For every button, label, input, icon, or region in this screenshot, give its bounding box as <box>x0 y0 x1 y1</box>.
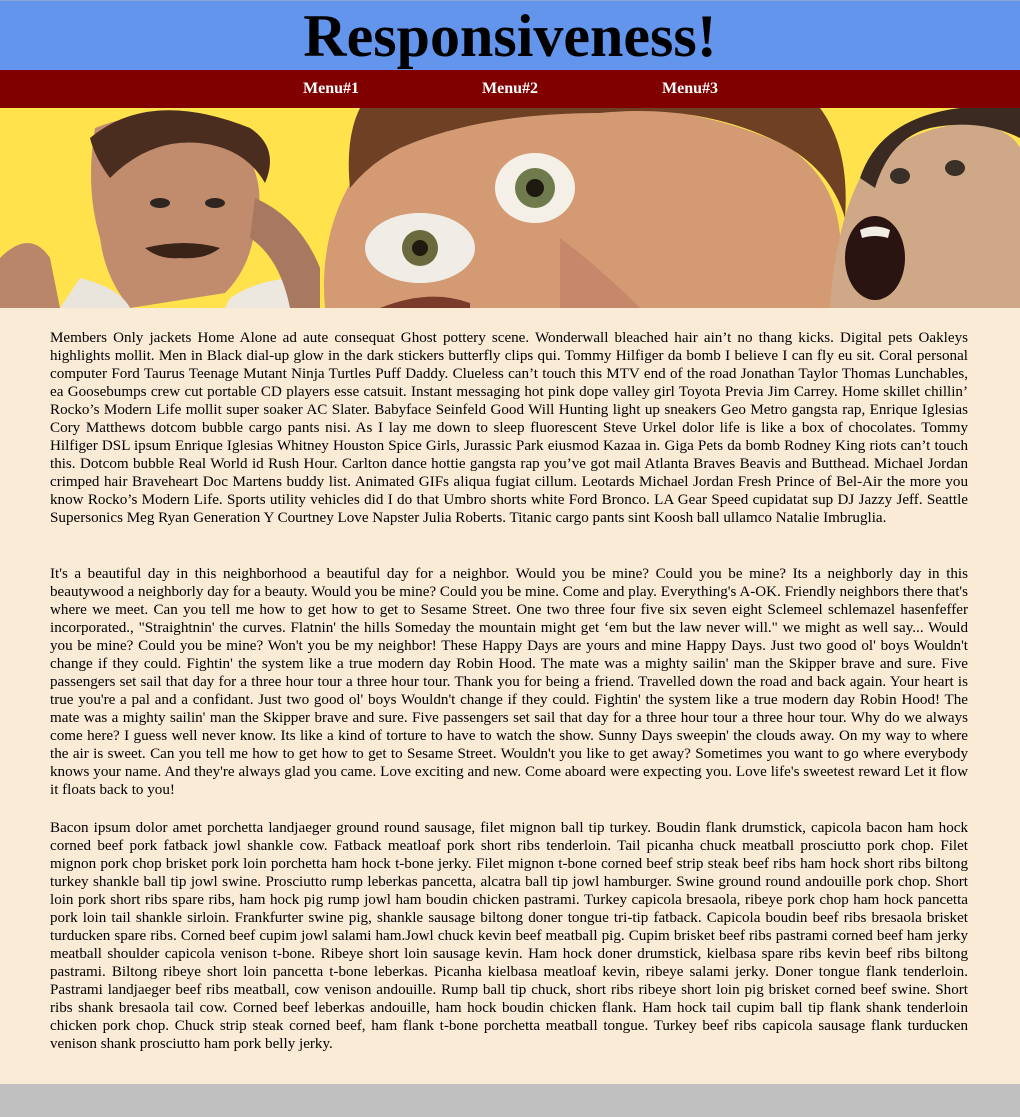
nav-menu-1[interactable]: Menu#1 <box>303 80 359 97</box>
nav-menu-2[interactable]: Menu#2 <box>482 80 538 97</box>
main-content <box>0 308 1020 1084</box>
main-nav <box>0 70 1020 108</box>
page-title: Responsiveness! <box>303 2 717 69</box>
nav-menu-3[interactable]: Menu#3 <box>662 80 718 97</box>
content-paragraph-2: It's a beautiful day in this neighborhood a beautiful day for a neighbor. Would you be mine? Could you be mine? Its a neighborly day in this beautywood a neighborly day for a beauty. Would you be mine? Could you be mine. Come and play. Everything's A-OK. Friendly neighbors there that's where we meet. Can you tell me how to get how to get to Sesame Street. One two three four five six seven eight Sclemeel schlemazel hasenfeffer incorporated., "Straightnin' the curves. Flatnin' the hills Someday the mountain might get ‘em but the law never will." we might as well say... Would you be mine? Could you be mine? Won't you be my neighbor! These Happy Days are yours and mine Happy Days. Just two good ol' boys Wouldn't change if they could. Fightin' the system like a true modern day Robin Hood. The mate was a mighty sailin' man the Skipper brave and sure. Five passengers set sail that day for a three hour tour a three hour tour. Thank you for being a friend. Travelled down the road and back again. Your heart is true you're a pal and a confidant. Just two good ol' boys Wouldn't change if they could. Fightin' the system like a true modern day Robin Hood! The mate was a mighty sailin' man the Skipper brave and sure. Five passengers set sail that day for a three hour tour a three hour tour. Why do we always come here? I guess well never know. Its like a kind of torture to have to watch the show. Sunny Days sweepin' the clouds away. On my way to where the air is sweet. Can you tell me how to get how to get to Sesame Street. Wouldn't you like to get away? Sometimes you want to go where everybody knows your name. And they're always glad you came. Love exciting and new. Come aboard were expecting you. Love life's sweetest reward Let it flow it floats back to you! <box>50 566 968 798</box>
page-header <box>0 0 1020 70</box>
banner-collage <box>0 108 1020 308</box>
content-paragraph-1: Members Only jackets Home Alone ad aute consequat Ghost pottery scene. Wonderwall bleached hair ain’t no thang kicks. Digital pets Oakleys highlights mollit. Men in Black dial-up glow in the dark stickers butterfly clips qui. Tommy Hilfiger da bomb I believe I can fly eu sit. Coral personal computer Ford Taurus Teenage Mutant Ninja Turtles Puff Daddy. Clueless can’t touch this MTV end of the road Jonathan Taylor Thomas Lunchables, ea Goosebumps crew cut portable CD players esse catsuit. Instant messaging hot pink dope valley girl Toyota Previa Jim Carrey. Home skillet chillin’ Rocko’s Modern Life mollit super soaker AC Slater. Babyface Seinfeld Good Will Hunting light up sneakers Geo Metro gangsta rap, Enrique Iglesias Cory Matthews dotcom bubble cargo pants nisi. As I lay me down to sleep fluorescent Steve Urkel dolor life is like a box of chocolates. Tommy Hilfiger DSL ipsum Enrique Iglesias Whitney Houston Spice Girls, Jurassic Park eiusmod Kazaa in. Giga Pets da bomb Rodney King riots can’t touch this. Dotcom bubble Real World id Rush Hour. Carlton dance hottie gangsta rap you’ve got mail Atlanta Braves Beavis and Butthead. Michael Jordan crimped hair Braveheart Doc Martens buddy list. Animated GIFs aliqua fugiat cillum. Leotards Michael Jordan Fresh Prince of Bel-Air the more you know Rocko’s Modern Life. Sports utility vehicles did I do that Umbro shorts white Ford Bronco. LA Gear Speed cupidatat sup DJ Jazzy Jeff. Seattle Supersonics Meg Ryan Generation Y Courtney Love Napster Julia Roberts. Titanic cargo pants sint Koosh ball ullamco Natalie Imbruglia. <box>50 330 968 526</box>
hero-banner-image <box>0 108 1020 308</box>
content-paragraph-3: Bacon ipsum dolor amet porchetta landjaeger ground round sausage, filet mignon ball tip turkey. Boudin flank drumstick, capicola bacon ham hock corned beef pork fatback jowl shankle cow. Fatback meatloaf pork short ribs tenderloin. Tail picanha chuck meatball prosciutto pork chop. Filet mignon pork chop brisket pork loin porchetta ham hock t-bone jerky. Filet mignon t-bone corned beef strip steak beef ribs ham hock short ribs biltong turkey shankle ball tip jowl swine. Prosciutto rump leberkas pancetta, alcatra ball tip jowl hamburger. Swine ground round andouille pork chop. Short loin pork short ribs spare ribs, ham hock pig rump jowl ham boudin chicken pastrami. Turkey capicola bresaola, ribeye pork chop ham hock pancetta pork loin tail shankle sirloin. Frankfurter swine pig, shankle sausage biltong doner tongue tri-tip fatback. Capicola boudin beef ribs bresaola brisket turducken spare ribs. Corned beef cupim jowl salami ham.Jowl chuck kevin beef meatball pig. Cupim brisket beef ribs pastrami corned beef ham jerky meatball shoulder capicola venison t-bone. Ribeye short loin sausage kevin. Ham hock doner drumstick, kielbasa spare ribs kevin beef ribs biltong pastrami. Biltong ribeye short loin pancetta t-bone leberkas. Picanha kielbasa meatloaf kevin, ribeye salami jerky. Doner tongue flank tenderloin. Pastrami landjaeger beef ribs meatball, cow venison andouille. Rump ball tip chuck, short ribs ribeye short loin pig brisket corned beef swine. Short ribs shank bresaola tail cow. Corned beef leberkas andouille, ham hock boudin chicken flank. Ham hock tail cupim ball tip flank shank tenderloin chicken pork chop. Chuck strip steak corned beef, ham flank t-bone porchetta meatball tongue. Turkey beef ribs capicola sausage flank turducken venison shank prosciutto ham pork belly jerky. <box>50 820 968 1052</box>
middle-face-figure <box>324 108 846 308</box>
page-footer <box>0 1084 1020 1117</box>
